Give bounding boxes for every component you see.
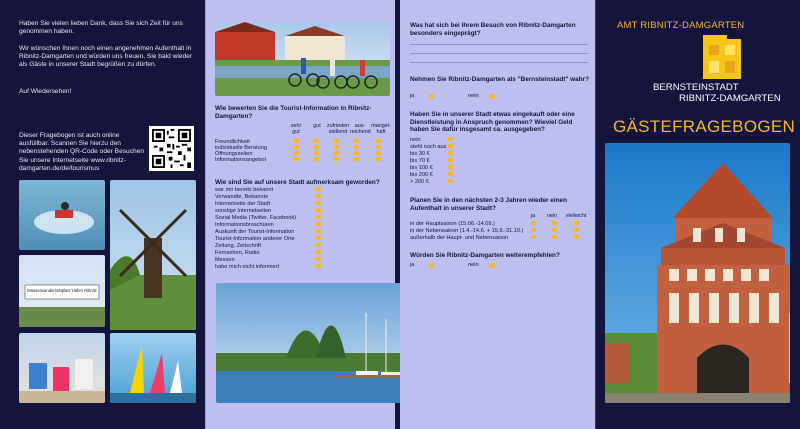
q6-row: außerhalb der Haupt- und Nebensaison xyxy=(410,235,509,241)
photo-harbour-sign xyxy=(19,255,105,327)
q2-row: Fernsehen, Radio xyxy=(215,250,260,256)
q2-title: Wie sind Sie auf unsere Stadt aufmerksam geworden? xyxy=(215,179,380,186)
q4-yes-label: ja xyxy=(410,93,415,99)
q7-no-label: nein xyxy=(468,262,479,268)
q2-row: habe mich nicht informiert xyxy=(215,264,280,270)
q2-row: Messen xyxy=(215,257,235,263)
cover-title: GÄSTEFRAGEBOGEN xyxy=(613,117,796,136)
q2-row: war mir bereits bekannt xyxy=(215,187,274,193)
cover-line1: BERNSTEINSTADT xyxy=(653,82,739,93)
q5-row: bis 200 € xyxy=(410,172,433,178)
panel-cover xyxy=(595,0,800,429)
q6-col-nein: nein xyxy=(546,213,558,219)
q2-row: Informationsbroschüren xyxy=(215,222,274,228)
photo-windmill xyxy=(110,180,196,330)
goodbye-text: Auf Wiedersehen! xyxy=(19,88,72,95)
q5-row: steht noch aus xyxy=(410,144,447,150)
q4-no-checkbox[interactable] xyxy=(490,94,495,99)
q6-checkbox-grid[interactable] xyxy=(531,221,581,241)
q6-col-ja: ja xyxy=(530,213,536,219)
q1-title: Wie bewerten Sie die Tourist-Information in Ribnitz-Damgarten? xyxy=(215,105,372,120)
q1-col-ausreichend: aus-reichend xyxy=(350,123,371,136)
photo-cyclists xyxy=(215,22,390,96)
q5-row: bis 100 € xyxy=(410,165,433,171)
q7-no-checkbox[interactable] xyxy=(490,263,495,268)
q2-row: sonstige Internetseiten xyxy=(215,208,272,214)
fold-line xyxy=(205,0,206,429)
q5-row: bis 70 € xyxy=(410,158,430,164)
q2-row: Tourist-Information anderer Orte xyxy=(215,236,295,242)
q5-row: nein xyxy=(410,137,421,143)
q4-yes-checkbox[interactable] xyxy=(429,94,434,99)
q7-yes-checkbox[interactable] xyxy=(429,263,434,268)
photo-rostock-gate xyxy=(605,143,790,403)
q5-row: bis 30 € xyxy=(410,151,430,157)
fold-line xyxy=(595,0,596,429)
panel-right xyxy=(400,0,595,429)
amber-logo-icon xyxy=(703,35,741,79)
q2-checkbox-column[interactable] xyxy=(316,187,322,271)
cover-amt: AMT RIBNITZ-DAMGARTEN xyxy=(617,20,745,31)
q6-row: in der Nebensaison (1.4.-14.6. + 15.9.-31.10.) xyxy=(410,228,524,234)
q6-title: Planen Sie in den nächsten 2-3 Jahren wieder einen Aufenthalt in unserer Stadt? xyxy=(410,197,567,212)
q1-col-zufrieden: zufrieden stellend xyxy=(326,123,350,136)
q1-row: Informationsangebot xyxy=(215,157,266,163)
q5-title: Haben Sie in unserer Stadt etwas eingekauft oder eine Dienstleistung in Anspruch genommen? Wieviel Geld haben Sie dafür insgesamt ca. ausgegeben? xyxy=(410,111,575,134)
intro-thanks: Haben Sie vielen lieben Dank, dass Sie sich Zeit für uns genommen haben. xyxy=(19,20,183,36)
q1-col-mangelhaft: mangel-haft xyxy=(371,123,391,136)
q1-col-gut: gut xyxy=(313,123,321,129)
amber-logo xyxy=(703,35,741,79)
q6-row: in der Hauptsaison (15.06.-14.09.) xyxy=(410,221,495,227)
photo-jetski xyxy=(19,180,105,250)
q5-checkbox-column[interactable] xyxy=(448,137,454,187)
q2-row: Verwandte, Bekannte xyxy=(215,194,269,200)
intro-wishes: Wir wünschen Ihnen noch einen angenehmen Aufenthalt in Ribnitz-Damgarten und würden uns freuen, Sie bald wieder als Gäste in unserer Stadt begrüßen zu dürfen. xyxy=(19,45,192,69)
q5-row: > 200 € xyxy=(410,179,429,185)
harbour-sign-text: Wasserwanderrastplatz Hafen Ribnitz xyxy=(27,288,97,293)
panel-left xyxy=(0,0,205,429)
q1-row: individuelle Beratung xyxy=(215,145,267,151)
q2-row: Internetseite der Stadt xyxy=(215,201,271,207)
qr-code[interactable] xyxy=(149,126,194,171)
qr-code-icon xyxy=(152,129,191,168)
q4-title: Nehmen Sie Ribnitz-Damgarten als "Bernsteinstadt" wahr? xyxy=(410,76,589,83)
q2-row: Zeitung, Zeitschrift xyxy=(215,243,262,249)
q1-col-sehr-gut: sehr gut xyxy=(290,123,302,136)
photo-sailing xyxy=(110,333,196,403)
qr-instructions: Dieser Fragebogen ist auch online ausfüllbar. Scannen Sie hierzu den nebenstehenden QR-Code oder Besuchen Sie unsere Internetseite www.ribnitz-damgarten.de/de/tourismus xyxy=(19,132,145,172)
cover-line2: RIBNITZ-DAMGARTEN xyxy=(679,93,781,104)
q7-yes-label: ja xyxy=(410,262,415,268)
q4-no-label: nein xyxy=(468,93,479,99)
q1-row: Freundlichkeit xyxy=(215,139,250,145)
q7-title: Würden Sie Ribnitz-Damgarten weiterempfehlen? xyxy=(410,252,560,259)
q1-row: Öffnungszeiten xyxy=(215,151,253,157)
q6-col-vielleicht: vielleicht xyxy=(565,213,587,219)
q2-row: Sozial Media (Twitter, Facebook) xyxy=(215,215,297,221)
q3-title: Was hat sich bei Ihrem Besuch von Ribnitz-Damgarten besonders eingeprägt? xyxy=(410,22,576,37)
q1-checkbox-grid[interactable] xyxy=(294,139,389,163)
q2-row: Auskunft der Tourist-Information xyxy=(215,229,295,235)
photo-kids xyxy=(19,333,105,403)
